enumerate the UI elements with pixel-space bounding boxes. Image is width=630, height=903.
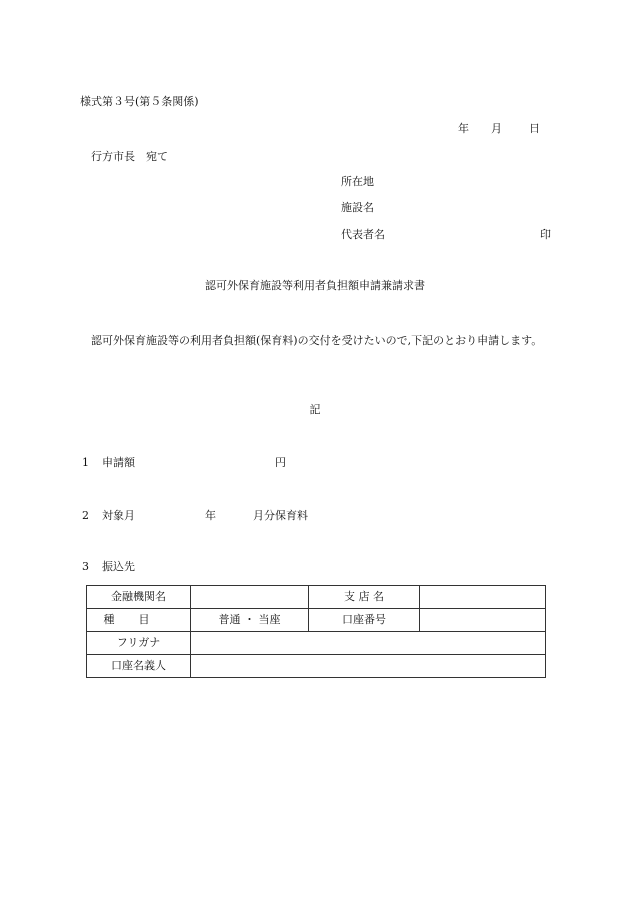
item-label: 振込先 xyxy=(102,560,135,573)
item-application-amount xyxy=(82,456,286,470)
furigana-label: フリガナ xyxy=(87,632,191,655)
type-value[interactable]: 普通 ・ 当座 xyxy=(191,609,309,632)
item-target-month xyxy=(82,509,308,523)
holder-label: 口座名義人 xyxy=(87,655,191,678)
bank-row-1 xyxy=(87,586,546,609)
type-label: 種目 xyxy=(87,609,191,632)
item-suffix: 月分保育料 xyxy=(253,509,308,522)
ki-heading: 記 xyxy=(309,403,321,416)
date-line xyxy=(458,122,540,136)
address-label: 所在地 xyxy=(341,175,374,188)
branch-field[interactable] xyxy=(420,586,546,609)
item-label: 申請額 xyxy=(102,456,135,469)
bank-table xyxy=(86,585,546,678)
holder-field[interactable] xyxy=(191,655,546,678)
date-day: 日 xyxy=(529,122,540,135)
bank-row-3 xyxy=(87,632,546,655)
item-suffix: 円 xyxy=(275,456,286,469)
item-transfer-destination xyxy=(82,560,135,574)
document-title: 認可外保育施設等利用者負担額申請兼請求書 xyxy=(205,279,425,292)
seal-mark: 印 xyxy=(540,228,551,241)
branch-label: 支 店 名 xyxy=(309,586,420,609)
item-number: 3 xyxy=(82,560,89,573)
representative-label: 代表者名 xyxy=(341,228,385,241)
body-text: 認可外保育施設等の利用者負担額(保育料)の交付を受けたいので,下記のとおり申請します。 xyxy=(91,334,543,347)
item-number: 1 xyxy=(82,456,89,469)
item-year: 年 xyxy=(205,509,216,522)
bank-name-label: 金融機関名 xyxy=(87,586,191,609)
recipient: 行方市長 宛て xyxy=(91,150,168,163)
item-label: 対象月 xyxy=(102,509,135,522)
date-year: 年 xyxy=(458,122,469,135)
bank-row-4 xyxy=(87,655,546,678)
account-number-label: 口座番号 xyxy=(309,609,420,632)
bank-name-field[interactable] xyxy=(191,586,309,609)
bank-row-2 xyxy=(87,609,546,632)
date-month: 月 xyxy=(491,122,502,135)
item-number: 2 xyxy=(82,509,89,522)
account-number-field[interactable] xyxy=(420,609,546,632)
form-number: 様式第３号(第５条関係) xyxy=(80,95,199,108)
furigana-field[interactable] xyxy=(191,632,546,655)
facility-label: 施設名 xyxy=(341,201,374,214)
